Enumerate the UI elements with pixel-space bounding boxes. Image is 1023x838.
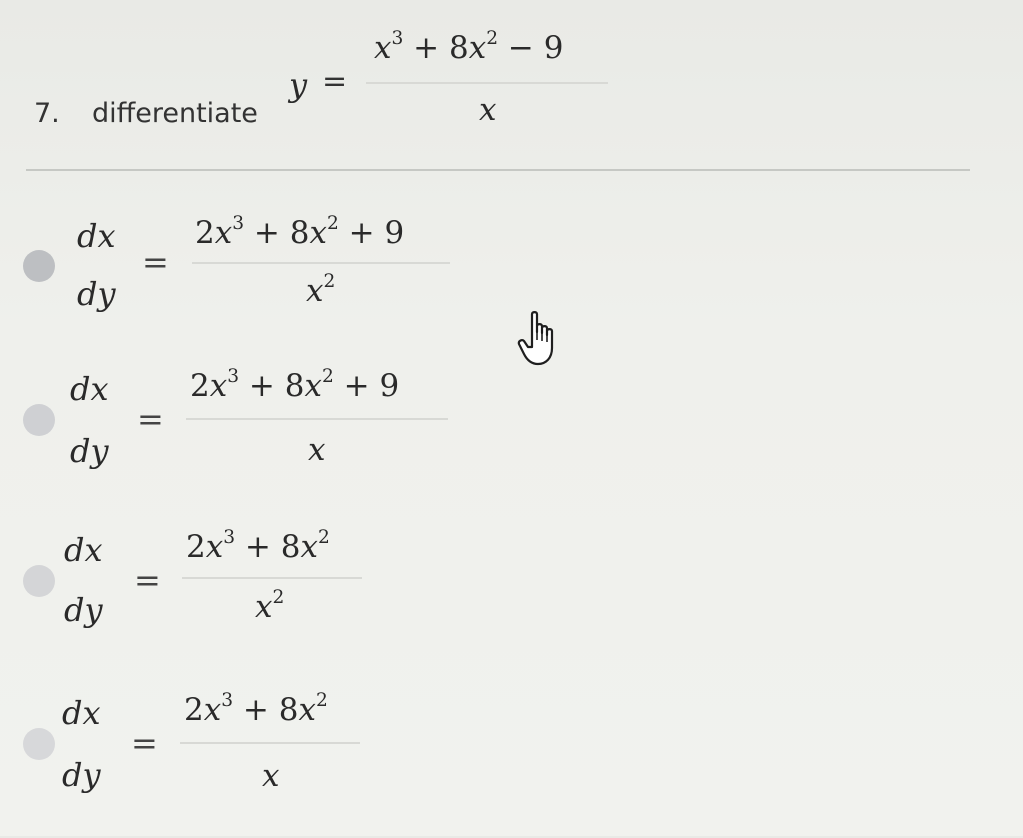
derivative-denominator: dy [64, 591, 103, 629]
derivative-numerator: dx [62, 694, 101, 732]
question-numerator: $x^3 + 8x^2 - 9$ [374, 28, 564, 66]
question-number: 7. [34, 98, 60, 129]
derivative-denominator: dy [70, 432, 109, 470]
option-denominator: x [262, 758, 280, 794]
option-fraction-bar [180, 742, 360, 744]
answer-option-3[interactable] [0, 525, 1023, 675]
question-fraction-bar [366, 82, 608, 84]
derivative-numerator: dx [64, 531, 103, 569]
derivative-numerator: dx [70, 370, 109, 408]
option-equals-sign: = [131, 724, 158, 762]
option-numerator: $2x^3 + 8x^2 + 9$ [190, 366, 400, 404]
option-fraction-bar [186, 418, 448, 420]
radio-button-icon[interactable] [23, 728, 55, 760]
answer-option-1[interactable] [0, 205, 1023, 355]
radio-button-icon[interactable] [23, 565, 55, 597]
option-equals-sign: = [134, 561, 161, 599]
question-instruction: differentiate [92, 98, 258, 129]
question-lhs-variable: y [289, 66, 308, 104]
option-numerator: $2x^3 + 8x^2$ [186, 527, 330, 565]
option-denominator: x [308, 432, 326, 468]
question-denominator: x [479, 92, 497, 128]
hand-pointer-icon [515, 310, 563, 370]
option-denominator: $x^2$ [306, 271, 336, 309]
derivative-denominator: dy [62, 756, 101, 794]
answer-option-4[interactable] [0, 688, 1023, 838]
option-equals-sign: = [137, 400, 164, 438]
option-numerator: $2x^3 + 8x^2 + 9$ [195, 213, 405, 251]
answer-option-2[interactable] [0, 360, 1023, 510]
radio-button-icon[interactable] [23, 250, 55, 282]
question-divider [26, 169, 970, 171]
option-equals-sign: = [142, 243, 169, 281]
option-fraction-bar [192, 262, 450, 264]
derivative-numerator: dx [77, 217, 116, 255]
radio-button-icon[interactable] [23, 404, 55, 436]
option-fraction-bar [182, 577, 362, 579]
option-denominator: $x^2$ [255, 587, 285, 625]
derivative-denominator: dy [77, 275, 116, 313]
question-equals-sign: = [322, 64, 348, 99]
option-numerator: $2x^3 + 8x^2$ [184, 690, 328, 728]
